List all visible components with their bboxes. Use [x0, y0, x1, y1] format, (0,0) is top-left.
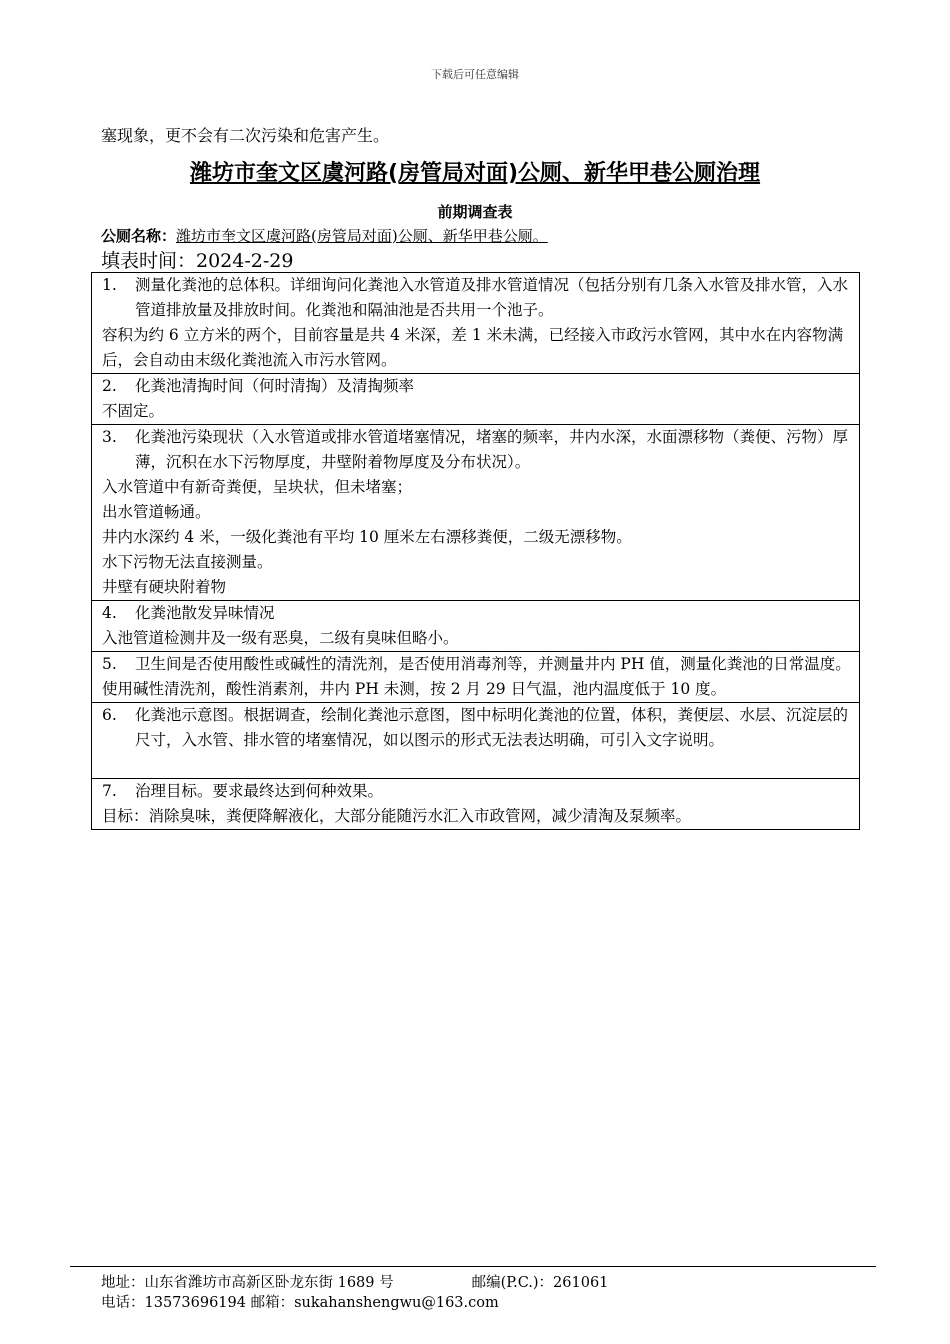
section-question [102, 273, 853, 323]
survey-cell [92, 601, 860, 652]
blank-space [102, 753, 853, 778]
section-question [102, 703, 853, 753]
section-question [102, 779, 853, 804]
section-answer: 使用碱性清洗剂，酸性消素剂，井内 PH 未测，按 2 月 29 日气温，池内温度低于 10 度。 [102, 680, 727, 698]
survey-row [92, 273, 860, 374]
survey-row [92, 703, 860, 779]
footer-address: 地址：山东省潍坊市高新区卧龙东街 1689 号 [101, 1275, 394, 1291]
survey-row [92, 652, 860, 703]
toilet-name-label: 公厕名称： [101, 227, 177, 245]
intro-text: 塞现象，更不会有二次污染和危害产生。 [101, 126, 390, 145]
footer-postcode: 邮编(P.C.)：261061 [471, 1275, 609, 1291]
section-number: 3. [102, 428, 117, 446]
section-answer: 井壁有硬块附着物 [102, 578, 227, 596]
section-question [102, 425, 853, 475]
section-question [102, 374, 853, 399]
toilet-name-line [101, 225, 548, 246]
survey-row [92, 601, 860, 652]
footer-contact: 电话：13573696194 邮箱：sukahanshengwu@163.com [101, 1295, 499, 1311]
section-number: 1. [102, 276, 117, 294]
section-question [102, 601, 853, 626]
survey-cell [92, 273, 860, 374]
survey-cell [92, 374, 860, 425]
section-question-text: 治理目标。要求最终达到何种效果。 [135, 782, 384, 800]
section-question [102, 652, 853, 677]
header-note: 下载后可任意编辑 [431, 68, 519, 81]
survey-cell [92, 779, 860, 830]
section-answer: 不固定。 [102, 402, 165, 420]
page-title: 潍坊市奎文区虞河路(房管局对面)公厕、新华甲巷公厕治理 [189, 161, 761, 186]
footer-divider [70, 1266, 876, 1267]
section-answer: 水下污物无法直接测量。 [102, 553, 273, 571]
section-answer: 入水管道中有新奇粪便，呈块状，但未堵塞； [102, 478, 413, 496]
section-question-text: 化粪池污染现状（入水管道或排水管道堵塞情况，堵塞的频率，井内水深，水面漂移物（粪便、污物）厚薄，沉积在水下污物厚度，井壁附着物厚度及分布状况）。 [135, 428, 849, 471]
toilet-name-value: 潍坊市奎文区虞河路(房管局对面)公厕、新华甲巷公厕。 [176, 227, 548, 245]
survey-row [92, 425, 860, 601]
section-number: 4. [102, 604, 117, 622]
survey-cell [92, 703, 860, 779]
section-question-text: 化粪池清掏时间（何时清掏）及清掏频率 [135, 377, 415, 395]
section-question-text: 化粪池示意图。根据调查，绘制化粪池示意图，图中标明化粪池的位置，体积，粪便层、水层、沉淀层的尺寸，入水管、排水管的堵塞情况，如以图示的形式无法表达明确，可引入文字说明。 [135, 706, 849, 749]
section-answer: 目标：消除臭味，粪便降解液化，大部分能随污水汇入市政管网，减少清淘及泵频率。 [102, 807, 692, 825]
section-number: 6. [102, 706, 117, 724]
section-question-text: 测量化粪池的总体积。详细询问化粪池入水管道及排水管道情况（包括分别有几条入水管及排水管，入水管道排放量及排放时间。化粪池和隔油池是否共用一个池子。 [135, 276, 849, 319]
section-answer: 出水管道畅通。 [102, 503, 211, 521]
section-number: 2. [102, 377, 117, 395]
survey-cell [92, 425, 860, 601]
section-answer: 入池管道检测井及一级有恶臭，二级有臭味但略小。 [102, 629, 459, 647]
survey-table [91, 272, 860, 830]
section-number: 5. [102, 655, 117, 673]
page-subtitle: 前期调查表 [437, 203, 513, 221]
section-question-text: 化粪池散发异味情况 [135, 604, 275, 622]
survey-cell [92, 652, 860, 703]
fill-time: 填表时间：2024-2-29 [101, 250, 294, 272]
survey-row [92, 374, 860, 425]
section-question-text: 卫生间是否使用酸性或碱性的清洗剂，是否使用消毒剂等，并测量井内 PH 值，测量化粪池的日常温度。 [135, 655, 851, 673]
survey-row [92, 779, 860, 830]
section-answer: 井内水深约 4 米，一级化粪池有平均 10 厘米左右漂移粪便，二级无漂移物。 [102, 528, 632, 546]
section-number: 7. [102, 782, 117, 800]
section-answer: 容积为约 6 立方米的两个，目前容量是共 4 米深，差 1 米未满，已经接入市政污水管网，其中水在内容物满后，会自动由末级化粪池流入市污水管网。 [102, 326, 844, 369]
footer-address-line [101, 1271, 608, 1292]
